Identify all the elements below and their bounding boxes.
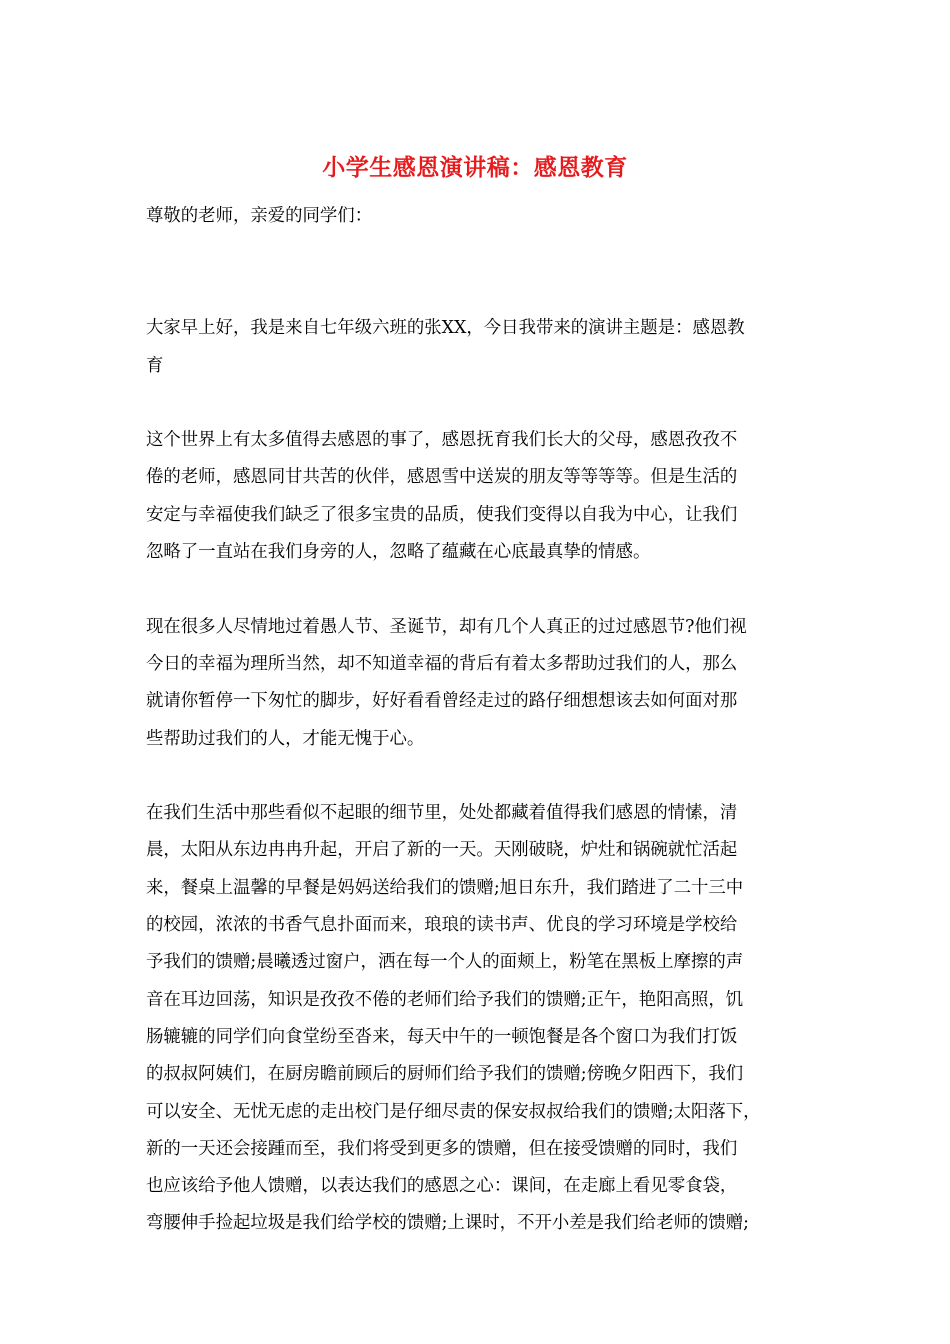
paragraph-line: 音在耳边回荡，知识是孜孜不倦的老师们给予我们的馈赠;正午，艳阳高照，饥 xyxy=(146,989,744,1010)
paragraph-intro xyxy=(146,310,818,385)
paragraph-daily-life xyxy=(146,795,818,1243)
paragraph-line: 弯腰伸手捡起垃圾是我们给学校的馈赠;上课时，不开小差是我们给老师的馈赠; xyxy=(146,1213,750,1234)
paragraph-line: 倦的老师，感恩同甘共苦的伙伴，感恩雪中送炭的朋友等等等等。但是生活的 xyxy=(146,467,738,488)
paragraph-line: 现在很多人尽情地过着愚人节、圣诞节，却有几个人真正的过过感恩节?他们视 xyxy=(146,616,747,637)
paragraph-line: 可以安全、无忧无虑的走出校门是仔细尽责的保安叔叔给我们的馈赠;太阳落下， xyxy=(146,1101,761,1122)
paragraph-line: 来，餐桌上温馨的早餐是妈妈送给我们的馈赠;旭日东升，我们踏进了二十三中 xyxy=(146,877,744,898)
paragraph-line: 也应该给予他人馈赠，以表达我们的感恩之心：课间，在走廊上看见零食袋， xyxy=(146,1176,738,1197)
paragraph-line: 就请你暂停一下匆忙的脚步，好好看看曾经走过的路仔细想想该去如何面对那 xyxy=(146,691,738,712)
paragraph-line: 这个世界上有太多值得去感恩的事了，感恩抚育我们长大的父母，感恩孜孜不 xyxy=(146,430,738,451)
paragraph-holidays xyxy=(146,609,818,758)
paragraph-line: 晨，太阳从东边冉冉升起，开启了新的一天。天刚破晓，炉灶和锅碗就忙活起 xyxy=(146,840,738,861)
paragraph-line: 的叔叔阿姨们，在厨房瞻前顾后的厨师们给予我们的馈赠;傍晚夕阳西下，我们 xyxy=(146,1064,744,1085)
document-body xyxy=(146,198,818,1243)
greeting-line: 尊敬的老师，亲爱的同学们： xyxy=(146,206,373,226)
paragraph-line: 予我们的馈赠;晨曦透过窗户，洒在每一个人的面颊上，粉笔在黑板上摩擦的声 xyxy=(146,952,744,973)
paragraph-line: 安定与幸福使我们缺乏了很多宝贵的品质，使我们变得以自我为中心，让我们 xyxy=(146,504,738,525)
paragraph-line: 忽略了一直站在我们身旁的人，忽略了蕴藏在心底最真挚的情感。 xyxy=(146,542,651,563)
paragraph-line: 在我们生活中那些看似不起眼的细节里，处处都藏着值得我们感恩的情愫，清 xyxy=(146,803,738,824)
paragraph-line: 大家早上好，我是来自七年级六班的张XX，今日我带来的演讲主题是：感恩教 xyxy=(146,318,745,339)
document-title: 小学生感恩演讲稿：感恩教育 xyxy=(322,154,628,181)
paragraph-line: 些帮助过我们的人，才能无愧于心。 xyxy=(146,728,425,749)
paragraph-line: 育 xyxy=(146,355,164,376)
paragraph-line: 今日的幸福为理所当然，却不知道幸福的背后有着太多帮助过我们的人，那么 xyxy=(146,653,738,674)
greeting-paragraph xyxy=(146,198,818,235)
paragraph-line: 新的一天还会接踵而至，我们将受到更多的馈赠，但在接受馈赠的同时，我们 xyxy=(146,1138,738,1159)
paragraph-line: 的校园，浓浓的书香气息扑面而来，琅琅的读书声、优良的学习环境是学校给 xyxy=(146,915,738,936)
paragraph-line: 肠辘辘的同学们向食堂纷至沓来，每天中午的一顿饱餐是各个窗口为我们打饭 xyxy=(146,1026,738,1047)
paragraph-gratitude xyxy=(146,422,818,571)
